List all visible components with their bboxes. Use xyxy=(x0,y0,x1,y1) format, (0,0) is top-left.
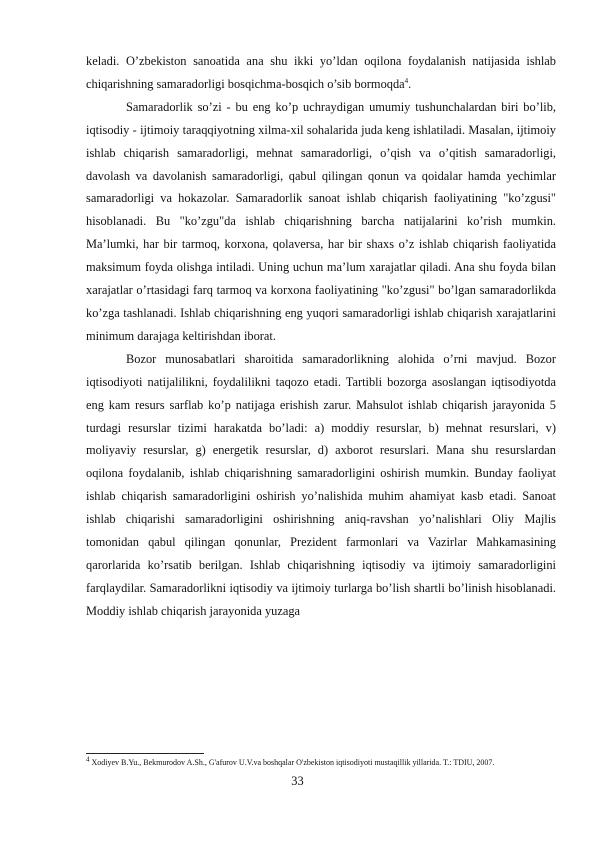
paragraph-1 xyxy=(86,50,556,96)
footnote-number: 4 xyxy=(86,755,90,764)
paragraph-3: Bozor munosabatlari sharoitida samaradorlikning alohida o’rni mavjud. Bozor iqtisodiyoti natijalilikni, foydalilikni taqozo etadi. Tartibli bozorga asoslangan iqtisodiyotda eng kam resurs sarflab ko’p natijaga erishish zarur. Mahsulot ishlab chiqarish jarayonida 5 turdagi resurslar tizimi harakatda bo’ladi: a) moddiy resurslar, b) mehnat resurslari, v) moliyaviy resurslar, g) energetik resurslar, d) axborot resurslari. Mana shu resurslardan oqilona foydalanib, ishlab chiqarishning samaradorligini oshirish mumkin. Bunday faoliyat ishlab chiqarish samaradorligini oshirish yo’nalishida muhim ahamiyat kasb etadi. Sanoat ishlab chiqarishi samaradorligini oshirishning aniq-ravshan yo’nalishlari Oliy Majlis tomonidan qabul qilingan qonunlar, Prezident farmonlari va Vazirlar Mahkamasining qarorlarida ko’rsatib berilgan. Ishlab chiqarishning iqtisodiy va ijtimoiy samaradorligini farqlaydilar. Samaradorlikni iqtisodiy va ijtimoiy turlarga bo’lish shartli bo’linish hisoblanadi. Moddiy ishlab chiqarish jarayonida yuzaga xyxy=(86,351,556,618)
page-body xyxy=(86,50,556,623)
footnote xyxy=(86,757,536,768)
footnote-divider xyxy=(86,753,204,754)
paragraph-2: Samaradorlik so’zi - bu eng ko’p uchraydigan umumiy tushunchalardan biri bo’lib, iqtisodiy - ijtimoiy taraqqiyotning xilma-xil sohalarida juda keng ishlatiladi. Masalan, ijtimoiy ishlab chiqarish samaradorligi, mehnat samaradorligi, o’qish va o’qitish samaradorligi, davolash va davolanish samaradorligi, qabul qilingan qonun va qoidalar hamda yechimlar samaradorligi va hokazolar. Samaradorlik sanoat ishlab chiqarish faoliyatining "ko’zgusi" hisoblanadi. Bu "ko’zgu"da ishlab chiqarishning barcha natijalarini ko’rish mumkin. Ma’lumki, har bir tarmoq, korxona, qolaversa, har bir shaxs o’z ishlab chiqarish faoliyatida maksimum foyda olishga intiladi. Uning uchun ma’lum xarajatlar qiladi. Ana shu foyda bilan xarajatlar o’rtasidagi farq tarmoq va korxona faoliyatining "ko’zgusi" bo’lgan samaradorlikda ko’zga tashlanadi. Ishlab chiqarishning eng yuqori samaradorligi ishlab chiqarish xarajatlarini minimum darajaga keltirishdan iborat. xyxy=(86,99,556,343)
footnote-reference[interactable]: 4 xyxy=(404,76,409,85)
paragraph-1-tail: . xyxy=(408,76,412,91)
footnote-text: Xodiyev B.Yu., Bekmurodov A.Sh., G'afurov U.V.va boshqalar O'zbekiston iqtisodiyoti mustaqillik yillarida. T.: TDIU, 2007. xyxy=(91,758,495,767)
paragraph-1-text: keladi. O’zbekiston sanoatida ana shu ikki yo’ldan oqilona foydalanish natijasida ishlab chiqarishning samaradorligi bosqichma-bosqich o’sib bormoqda xyxy=(86,54,556,91)
page-number: 33 xyxy=(291,774,304,788)
